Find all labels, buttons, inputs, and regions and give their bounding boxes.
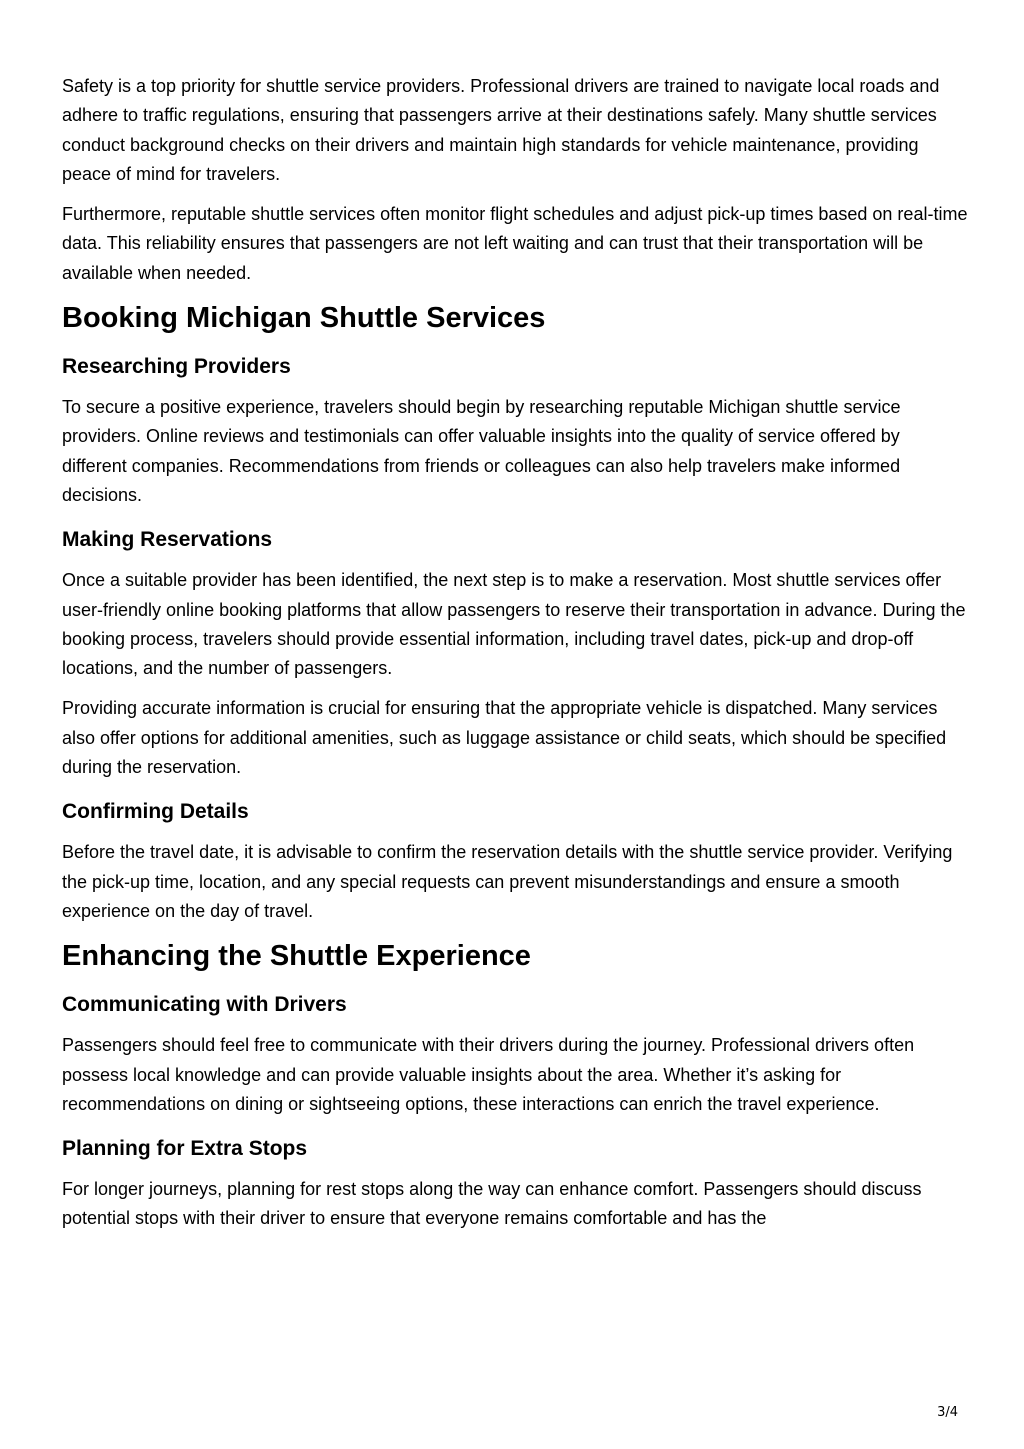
paragraph-researching-providers: To secure a positive experience, travelers should begin by researching reputable Michigan shuttle service providers. Online reviews and testimonials can offer valuable insights into the quality of service offered by different companies. Recommendations from friends or colleagues can also help travelers make informed decisions.: [62, 397, 901, 505]
document-page: [62, 72, 968, 1245]
paragraph-confirming-details: Before the travel date, it is advisable to confirm the reservation details with the shuttle service provider. Verifying the pick-up time, location, and any special requests can prevent misunderstandings and ensure a smooth experience on the day of travel.: [62, 842, 953, 921]
subheading-communicating-drivers: Communicating with Drivers: [62, 993, 347, 1017]
paragraph-making-reservations-1: Once a suitable provider has been identified, the next step is to make a reservation. Most shuttle services offer user-friendly online booking platforms that allow passengers to reserve their transportation in advance. During the booking process, travelers should provide essential information, including travel dates, pick-up and drop-off locations, and the number of passengers.: [62, 570, 966, 679]
section-heading-enhancing: Enhancing the Shuttle Experience: [62, 940, 531, 973]
page-number: 3/4: [937, 1405, 958, 1420]
paragraph-communicating-drivers: Passengers should feel free to communicate with their drivers during the journey. Professional drivers often possess local knowledge and can provide valuable insights about the area. Whether it’s asking for recommendations on dining or sightseeing options, these interactions can enrich the travel experience.: [62, 1035, 915, 1114]
section-heading-booking: Booking Michigan Shuttle Services: [62, 302, 546, 335]
paragraph-extra-stops: For longer journeys, planning for rest stops along the way can enhance comfort. Passengers should discuss potential stops with their driver to ensure that everyone remains comfortable and has the: [62, 1179, 922, 1229]
subheading-researching-providers: Researching Providers: [62, 355, 291, 379]
intro-paragraph-reliability: Furthermore, reputable shuttle services often monitor flight schedules and adjust pick-up times based on real-time data. This reliability ensures that passengers are not left waiting and can trust that their transportation will be available when needed.: [62, 204, 968, 283]
subheading-confirming-details: Confirming Details: [62, 800, 249, 824]
paragraph-making-reservations-2: Providing accurate information is crucial for ensuring that the appropriate vehicle is dispatched. Many services also offer options for additional amenities, such as luggage assistance or child seats, which should be specified during the reservation.: [62, 698, 947, 778]
subheading-making-reservations: Making Reservations: [62, 528, 273, 552]
intro-paragraph-safety: Safety is a top priority for shuttle service providers. Professional drivers are trained to navigate local roads and adhere to traffic regulations, ensuring that passengers arrive at their destinations safely. Many shuttle services conduct background checks on their drivers and maintain high standards for vehicle maintenance, providing peace of mind for travelers.: [62, 76, 940, 184]
subheading-extra-stops: Planning for Extra Stops: [62, 1137, 308, 1161]
